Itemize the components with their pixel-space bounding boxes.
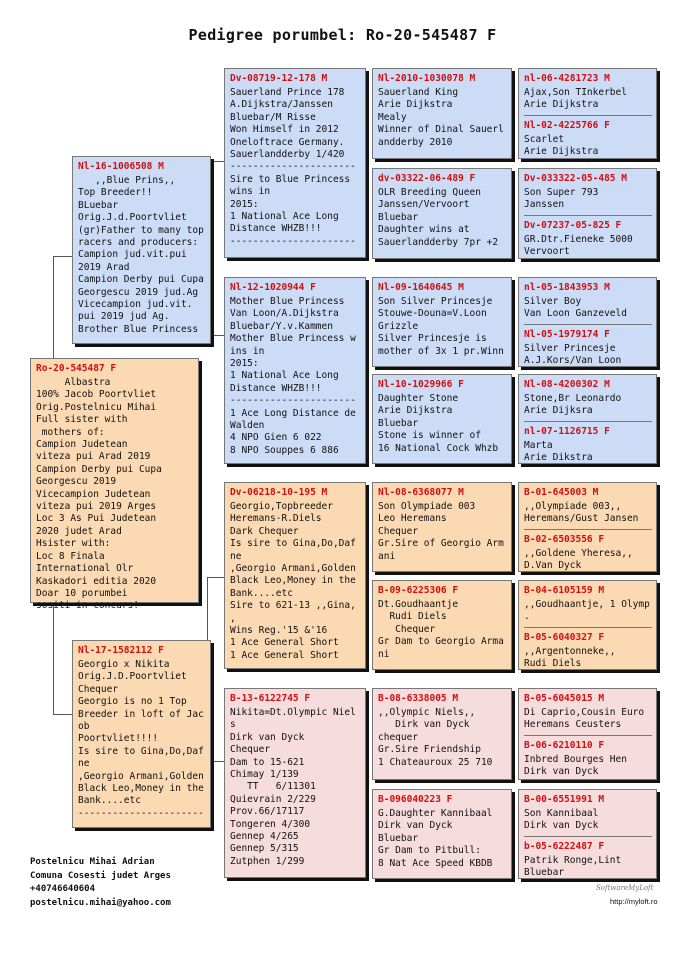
- grandparent-card: [224, 68, 366, 258]
- software-logo: SoftwareMyLoft: [596, 884, 654, 892]
- pigeon-description: Georgio,Topbreeder Heremans-R.Diels Dark Chequer Is sire to Gina,Do,Daf ne ,Georgio Armani,Golden Black Leo,Money in the Bank....etc Sire to 621-13 ,,Gina, , Wins Reg.'15 &'16 1 Ace General Short 1 Ace General Short: [230, 501, 356, 661]
- grandparent-card: [224, 277, 366, 464]
- pigeon-description: OLR Breeding Queen Janssen/Vervoort Bluebar Daughter wins at Sauerlandderby 7pr +2: [378, 187, 499, 248]
- great-great-grandparent-pair: [518, 789, 657, 879]
- great-grandparent-card: [372, 374, 512, 464]
- pigeon-description: ,,Olympic Niels,, Dirk van Dyck chequer Gr.Sire Friendship 1 Chateauroux 25 710: [378, 707, 493, 768]
- pigeon-description: Sauerland King Arie Dijkstra Mealy Winner of Dinal Sauerl andderby 2010: [378, 87, 504, 148]
- ring-number: b-05-6222487 F: [524, 840, 605, 852]
- pigeon-description: G.Daughter Kannibaal Dirk van Dyck Bluebar Gr Dam to Pitbull: 8 Nat Ace Speed KBDB: [378, 808, 493, 869]
- ring-number: Nl-09-1640645 M: [378, 282, 464, 293]
- ring-number: nl-06-4281723 M: [524, 73, 610, 84]
- great-great-grandparent-pair: [518, 688, 657, 780]
- pigeon-description: ,,Goudhaantje, 1 Olymp .: [524, 599, 650, 623]
- subject-pigeon-card: [30, 358, 199, 612]
- pigeon-description: ,,Blue Prins,, Top Breeder!! BLuebar Orig.J.d.Poortvliet (gr)Father to many top racers and producers: Campion jud.vit.pui 2019 Arad Campion Derby pui Cupa Georgescu 2019 jud.Ag Vicecampion jud.vit. pui 2019 jud Ag. Brother Blue Princess: [78, 175, 204, 335]
- pigeon-description: Son Kannibaal Dirk van Dyck: [524, 808, 599, 832]
- owner-name: Postelnicu Mihai Adrian: [30, 857, 155, 867]
- ring-number: B-02-6503556 F: [524, 533, 605, 545]
- great-great-grandparent-pair: [518, 277, 657, 367]
- pigeon-description: Silver Boy Van Loon Ganzeveld: [524, 296, 627, 320]
- website-link[interactable]: http://myloft.ro: [610, 897, 658, 906]
- ring-number: Nl-10-1029966 F: [378, 379, 464, 390]
- ring-number: Nl-08-4200302 M: [524, 379, 610, 390]
- grandparent-card: [224, 482, 366, 669]
- pigeon-description: Sauerland Prince 178 A.Dijkstra/Janssen Bluebar/M Risse Won Himself in 2012 Oneloftrace Germany. Sauerlandderby 1/420 ---------------------- Sire to Blue Princess wins in 2015: 1 National Ace Long Distance WHZB!!! ----------------------: [230, 87, 356, 247]
- connector-line: [53, 603, 54, 714]
- pigeon-description: GR.Dtr.Fieneke 5000 Vervoort: [524, 233, 633, 258]
- connector-line: [207, 577, 224, 578]
- pigeon-description: Di Caprio,Cousin Euro Heremans Ceusters: [524, 707, 645, 731]
- great-great-grandparent-pair: [518, 482, 657, 572]
- ring-number: Dv-06218-10-195 M: [230, 487, 328, 498]
- great-grandparent-card: [372, 482, 512, 572]
- pigeon-description: Albastra 100% Jacob Poortvliet Orig.Postelnicu Mihai Full sister with mothers of: Campion Judetean viteza pui Arad 2019 Campion Derby pui Cupa Georgescu 2019 Vicecampion Judetean viteza pui 2019 Arges Loc 3 As Pui Judetean 2020 judet Arad Hsister with: Loc 8 Finala International Olr Kaskadori editia 2020 Doar 10 porumbei sositi in concurs!: [36, 377, 162, 612]
- dam-card: [72, 640, 211, 828]
- pigeon-description: Daughter Stone Arie Dijkstra Bluebar Stone is winner of 16 National Cock Whzb: [378, 393, 499, 454]
- great-grandparent-card: [372, 277, 512, 367]
- great-great-grandparent-pair: [518, 168, 657, 259]
- pigeon-description: Stone,Br Leonardo Arie Dijksra: [524, 393, 622, 417]
- great-great-grandparent-pair: [518, 580, 657, 670]
- page-title: Pedigree porumbel: Ro-20-545487 F: [188, 26, 497, 44]
- pigeon-description: ,,Argentonneke,, Rudi Diels: [524, 645, 616, 670]
- ring-number: B-13-6122745 F: [230, 693, 311, 704]
- ring-number: B-05-6045015 M: [524, 693, 605, 704]
- owner-address: Comuna Cosesti judet Arges: [30, 870, 171, 881]
- pigeon-description: Son Super 793 Janssen: [524, 187, 599, 211]
- ring-number: Dv-08719-12-178 M: [230, 73, 328, 84]
- pigeon-description: Dt.Goudhaantje Rudi Diels Chequer Gr Dam to Georgio Arma ni: [378, 599, 504, 660]
- ring-number: Nl-2010-1030078 M: [378, 73, 476, 84]
- pigeon-description: Mother Blue Princess Van Loon/A.Dijkstra Bluebar/Y.v.Kammen Mother Blue Princess w ins in 2015: 1 National Ace Long Distance WHZB!!! ---------------------- 1 Ace Long Distance de Walden 4 NPO Gien 6 022 8 NPO Souppes 6 886: [230, 296, 356, 456]
- ring-number: B-04-6105159 M: [524, 585, 605, 596]
- ring-number: nl-07-1126715 F: [524, 425, 610, 437]
- ring-number: B-096040223 F: [378, 794, 453, 805]
- ring-number: B-05-6040327 F: [524, 631, 605, 643]
- ring-number: B-08-6338005 M: [378, 693, 459, 704]
- great-great-grandparent-pair: [518, 68, 657, 159]
- pigeon-description: Silver Princesje A.J.Kors/Van Loon: [524, 342, 622, 367]
- pigeon-description: Nikita=Dt.Olympic Niel s Dirk van Dyck Chequer Dam to 15-621 Chimay 1/139 TT 6/11301 Quievrain 2/229 Prov.66/17117 Tongeren 4/300 Gennep 4/265 Gennep 5/315 Zutphen 1/299: [230, 707, 356, 867]
- ring-number: B-06-6210110 F: [524, 739, 605, 751]
- great-grandparent-card: [372, 580, 512, 670]
- owner-email[interactable]: postelnicu.mihai@yahoo.com: [30, 897, 171, 908]
- ring-number: Nl-17-1582112 F: [78, 645, 164, 656]
- pigeon-description: Inbred Bourges Hen Dirk van Dyck: [524, 753, 627, 778]
- great-great-grandparent-pair: [518, 374, 657, 464]
- grandparent-card: [224, 688, 366, 878]
- great-grandparent-card: [372, 68, 512, 159]
- pigeon-description: ,,Goldene Yheresa,, D.Van Dyck: [524, 547, 633, 572]
- ring-number: B-09-6225306 F: [378, 585, 459, 596]
- ring-number: Nl-05-1979174 F: [524, 328, 610, 340]
- owner-phone: +40746640604: [30, 884, 96, 894]
- ring-number: Nl-16-1006508 M: [78, 161, 164, 172]
- ring-number: dv-03322-06-489 F: [378, 173, 476, 184]
- connector-line: [53, 714, 72, 715]
- pigeon-description: Scarlet Arie Dijkstra: [524, 133, 599, 158]
- great-grandparent-card: [372, 688, 512, 780]
- sire-card: [72, 156, 211, 344]
- pigeon-description: Georgio x Nikita Orig.J.D.Poortvliet Chequer Georgio is no 1 Top Breeder in loft of Jac ob Poortvliet!!!! Is sire to Gina,Do,Daf ne ,Georgio Armani,Golden Black Leo,Money in the Bank....etc ----------------------: [78, 659, 204, 819]
- ring-number: Dv-07237-05-825 F: [524, 219, 622, 231]
- pigeon-description: Son Silver Princesje Stouwe-Douna=V.Loon Grizzle Silver Princesje is mother of 3x 1 pr.Winn: [378, 296, 504, 357]
- ring-number: B-01-645003 M: [524, 487, 599, 498]
- ring-number: B-00-6551991 M: [524, 794, 605, 805]
- ring-number: Nl-12-1020944 F: [230, 282, 316, 293]
- ring-number: Dv-033322-05-485 M: [524, 173, 627, 184]
- great-grandparent-card: [372, 789, 512, 879]
- great-grandparent-card: [372, 168, 512, 259]
- pigeon-description: Son Olympiade 003 Leo Heremans Chequer Gr.Sire of Georgio Arm ani: [378, 501, 504, 562]
- pigeon-description: Marta Arie Dikstra: [524, 439, 593, 464]
- connector-line: [53, 256, 54, 358]
- ring-number: Nl-08-6368077 M: [378, 487, 464, 498]
- owner-contact: [30, 856, 171, 910]
- pigeon-description: ,,Olympiade 003,, Heremans/Gust Jansen: [524, 501, 639, 525]
- ring-number: Nl-02-4225766 F: [524, 119, 610, 131]
- connector-line: [53, 256, 72, 257]
- ring-number: nl-05-1843953 M: [524, 282, 610, 293]
- pigeon-description: Ajax,Son TInkerbel Arie Dijkstra: [524, 87, 627, 111]
- pigeon-description: Patrik Ronge,Lint Bluebar: [524, 854, 622, 879]
- ring-number: Ro-20-545487 F: [36, 363, 117, 374]
